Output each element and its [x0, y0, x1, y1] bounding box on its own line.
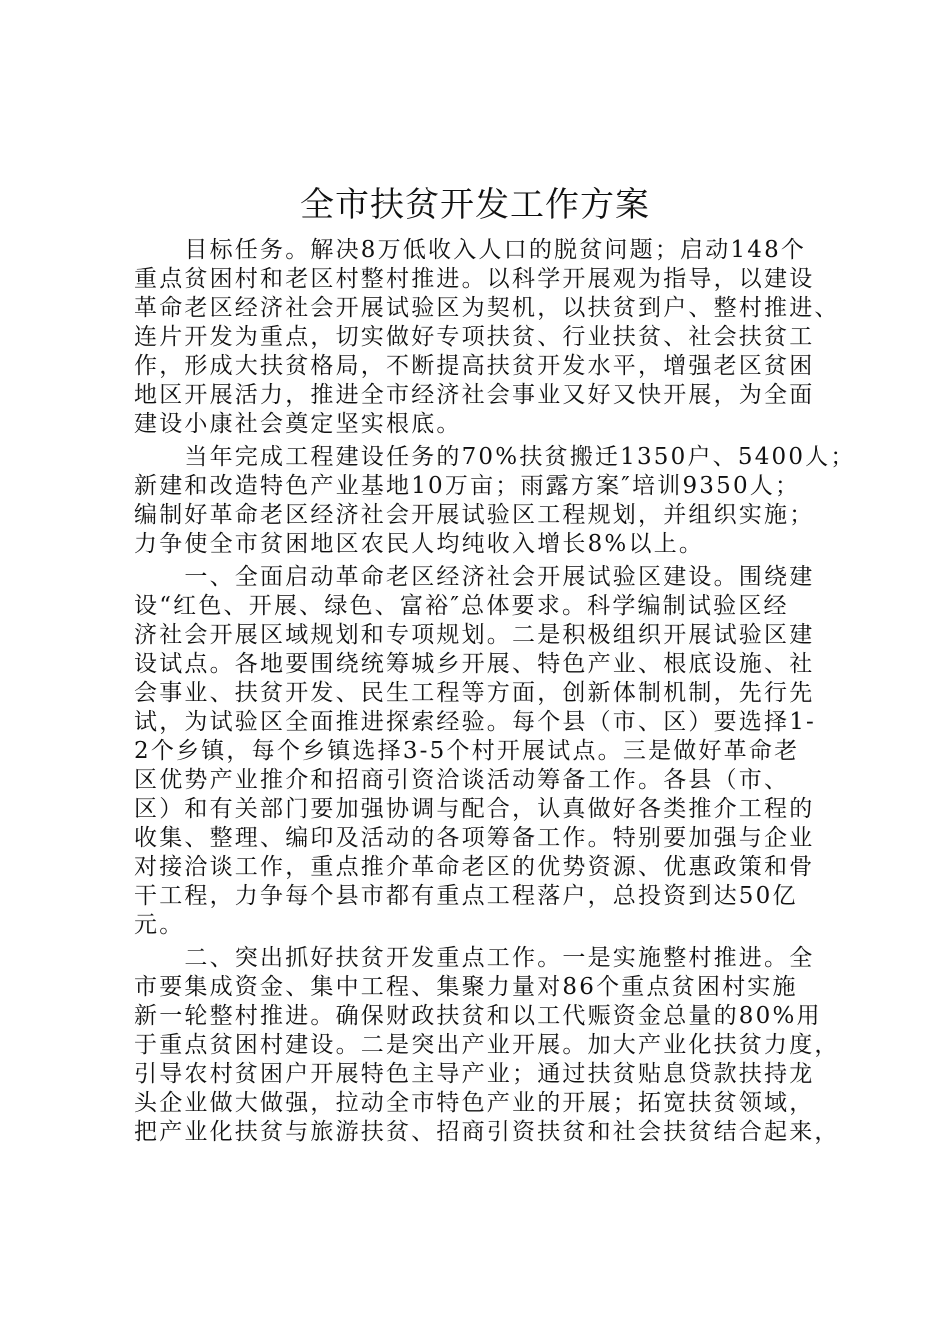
- text-line: 编制好革命老区经济社会开展试验区工程规划，并组织实施；: [134, 502, 815, 528]
- text-line: 2个乡镇，每个乡镇选择3-5个村开展试点。三是做好革命老: [134, 738, 800, 764]
- paragraph-section-one: [134, 563, 854, 940]
- text-line: 济社会开展区域规划和专项规划。二是积极组织开展试验区建: [134, 622, 815, 648]
- text-line: 重点贫困村和老区村整村推进。以科学开展观为指导，以建设: [134, 266, 815, 292]
- text-line: 地区开展活力，推进全市经济社会事业又好又快开展，为全面: [134, 382, 815, 408]
- text-line: 革命老区经济社会开展试验区为契机，以扶贫到户、整村推进、: [134, 295, 840, 321]
- document-body: [134, 236, 854, 1147]
- text-line: 建设小康社会奠定坚实根底。: [134, 411, 462, 437]
- text-line: 设“红色、开展、绿色、富裕″总体要求。科学编制试验区经: [134, 593, 789, 619]
- text-line: 二、突出抓好扶贫开发重点工作。一是实施整村推进。全: [134, 945, 815, 971]
- document-title: 全市扶贫开发工作方案: [300, 185, 650, 225]
- text-line: 作，形成大扶贫格局，不断提高扶贫开发水平，增强老区贫困: [134, 353, 815, 379]
- text-line: 力争使全市贫困地区农民人均纯收入增长8%以上。: [134, 531, 705, 557]
- text-line: 会事业、扶贫开发、民生工程等方面，创新体制机制，先行先: [134, 680, 815, 706]
- text-line: 试，为试验区全面推进探索经验。每个县（市、区）要选择1-: [134, 709, 817, 735]
- text-line: 头企业做大做强，拉动全市特色产业的开展；拓宽扶贫领域，: [134, 1090, 815, 1116]
- paragraph-goals: [134, 236, 854, 439]
- text-line: 新建和改造特色产业基地10万亩；雨露方案″培训9350人；: [134, 473, 801, 499]
- text-line: 区）和有关部门要加强协调与配合，认真做好各类推介工程的: [134, 796, 815, 822]
- text-line: 新一轮整村推进。确保财政扶贫和以工代赈资金总量的80%用: [134, 1003, 822, 1029]
- text-line: 连片开发为重点，切实做好专项扶贫、行业扶贫、社会扶贫工: [134, 324, 815, 350]
- text-line: 区优势产业推介和招商引资洽谈活动筹备工作。各县（市、: [134, 767, 790, 793]
- text-line: 于重点贫困村建设。二是突出产业开展。加大产业化扶贫力度，: [134, 1032, 840, 1058]
- text-line: 元。: [134, 912, 185, 938]
- text-line: 把产业化扶贫与旅游扶贫、招商引资扶贫和社会扶贫结合起来，: [134, 1119, 840, 1145]
- text-line: 目标任务。解决8万低收入人口的脱贫问题；启动148个: [134, 237, 807, 263]
- text-line: 市要集成资金、集中工程、集聚力量对86个重点贫困村实施: [134, 974, 798, 1000]
- paragraph-section-two: [134, 944, 854, 1147]
- text-line: 一、全面启动革命老区经济社会开展试验区建设。围绕建: [134, 564, 815, 590]
- text-line: 设试点。各地要围绕统筹城乡开展、特色产业、根底设施、社: [134, 651, 815, 677]
- text-line: 对接洽谈工作，重点推介革命老区的优势资源、优惠政策和骨: [134, 854, 815, 880]
- text-line: 收集、整理、编印及活动的各项筹备工作。特别要加强与企业: [134, 825, 815, 851]
- text-line: 干工程，力争每个县市都有重点工程落户，总投资到达50亿: [134, 883, 798, 909]
- text-line: 引导农村贫困户开展特色主导产业；通过扶贫贴息贷款扶持龙: [134, 1061, 815, 1087]
- text-line: 当年完成工程建设任务的70%扶贫搬迁1350户、5400人；: [134, 444, 856, 470]
- paragraph-annual-targets: [134, 443, 854, 559]
